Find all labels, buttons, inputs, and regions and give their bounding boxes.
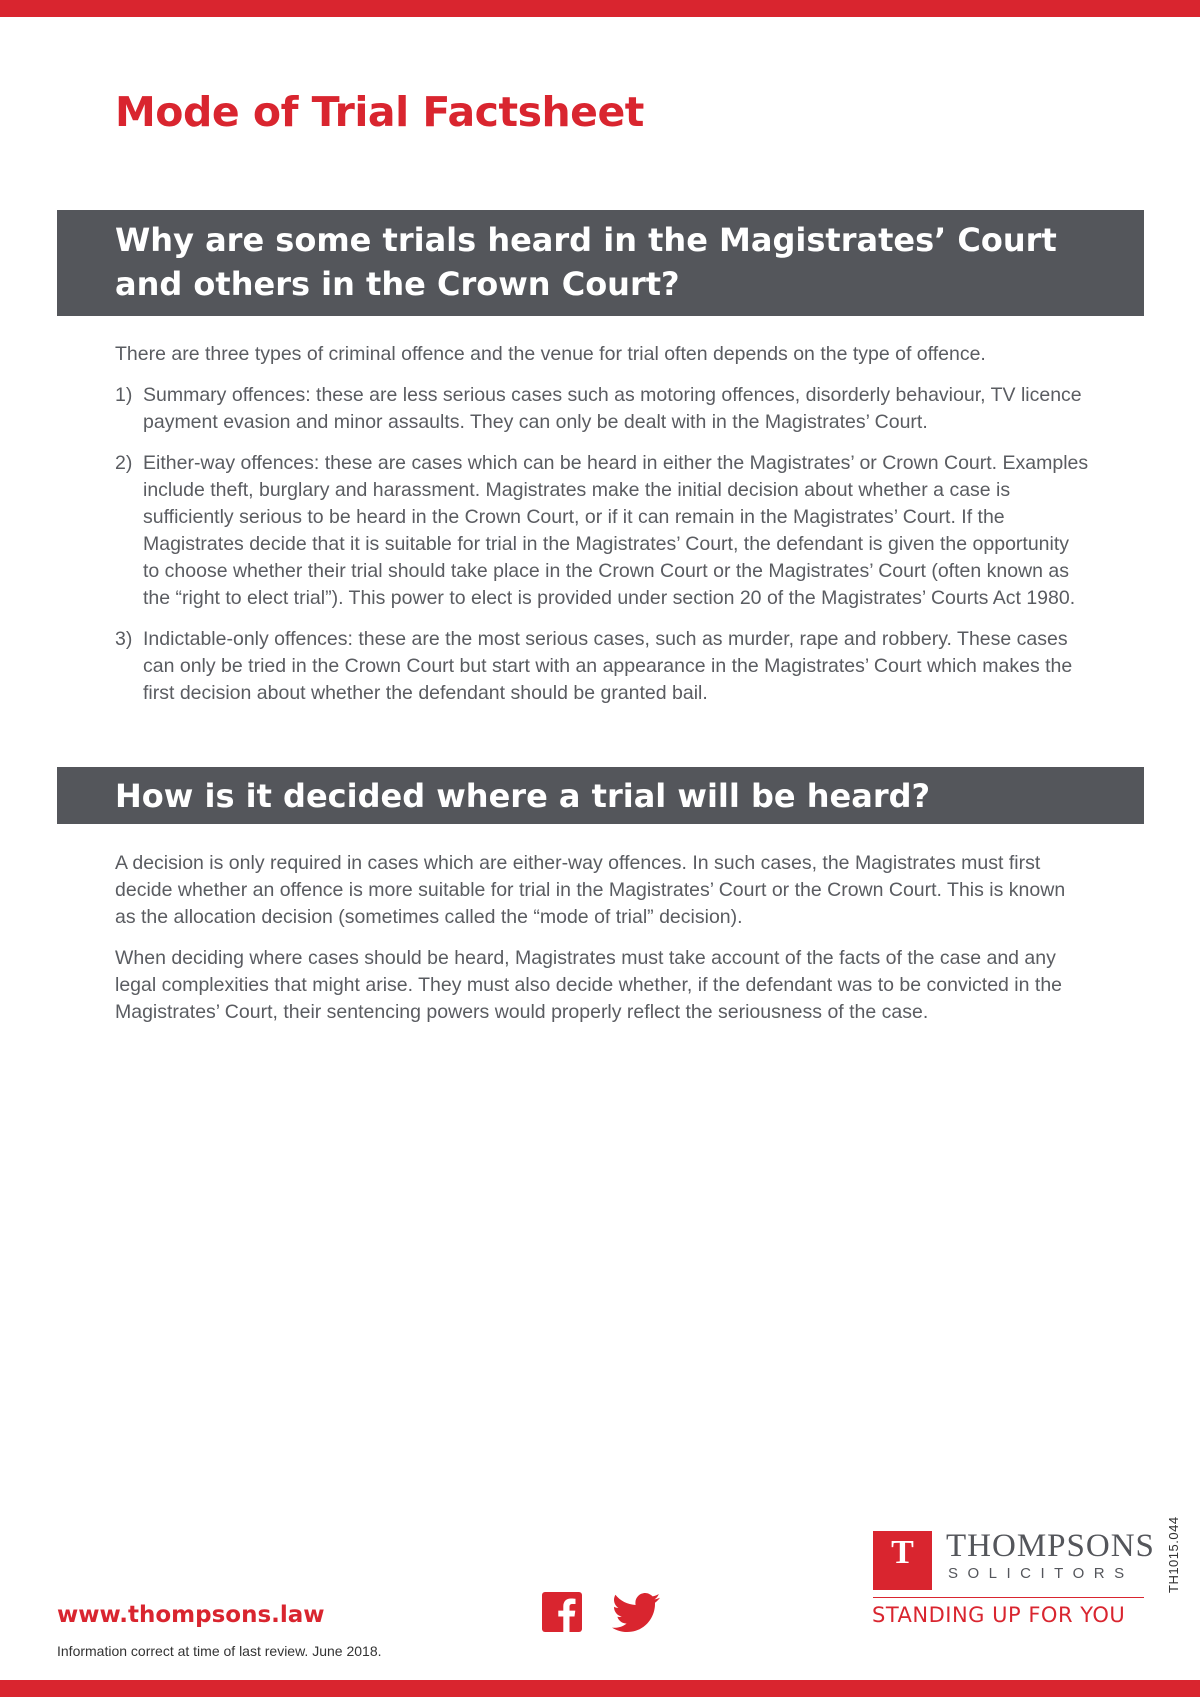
list-item-text: Summary offences: these are less serious cases such as motoring offences, disorderly behaviour, TV licence payment evasion and minor assaults. They can only be dealt with in the Magistrates’ Court. xyxy=(143,384,1082,433)
intro-paragraph: There are three types of criminal offence and the venue for trial often depends on the type of offence. xyxy=(115,343,986,365)
facebook-icon[interactable] xyxy=(542,1592,582,1632)
list-item-text: Indictable-only offences: these are the most serious cases, such as murder, rape and robbery. These cases can only be tried in the Crown Court but start with an appearance in the Magistrates’ Court which makes the first decision about whether the defendant should be granted bail. xyxy=(143,628,1073,704)
list-number: 2) xyxy=(115,452,133,474)
bottom-accent-bar xyxy=(0,1680,1200,1697)
section-heading-line: and others in the Crown Court? xyxy=(115,265,680,303)
twitter-icon[interactable] xyxy=(612,1592,660,1634)
thompsons-logo-mark: T xyxy=(873,1531,932,1590)
list-item-either-way-offences xyxy=(115,450,1090,612)
logo-divider xyxy=(873,1597,1144,1598)
section-heading-line: How is it decided where a trial will be heard? xyxy=(115,777,931,815)
list-item-summary-offences xyxy=(115,382,1090,436)
review-note: Information correct at time of last review. June 2018. xyxy=(57,1643,382,1659)
tagline: STANDING UP FOR YOU xyxy=(872,1603,1126,1627)
list-item-text: Either-way offences: these are cases which can be heard in either the Magistrates’ or Crown Court. Examples include theft, burglary and harassment. Magistrates make the initial decision about whether a case is sufficiently serious to be heard in the Crown Court, or if it can remain in the Magistrates’ Court. If the Magistrates decide that it is suitable for trial in the Magistrates’ Court, the defendant is given the opportunity to choose whether their trial should take place in the Crown Court or the Magistrates’ Court (often known as the “right to elect trial”). This power to elect is provided under section 20 of the Magistrates’ Courts Act 1980. xyxy=(143,452,1089,609)
section-heading-venue xyxy=(57,210,1144,316)
logo-subtitle: SOLICITORS xyxy=(948,1565,1134,1582)
page-title: Mode of Trial Factsheet xyxy=(115,88,644,136)
reference-code: TH1015.044 xyxy=(1166,1516,1181,1593)
list-number: 1) xyxy=(115,384,133,406)
decision-paragraph: A decision is only required in cases which are either-way offences. In such cases, the Magistrates must first decide whether an offence is more suitable for trial in the Magistrates’ Court or the Crown Court. This is known as the allocation decision (sometimes called the “mode of trial” decision). xyxy=(115,852,1066,928)
logo-name: THOMPSONS xyxy=(946,1528,1155,1564)
section-decision-body xyxy=(115,850,1090,1026)
list-item-indictable-only-offences xyxy=(115,626,1090,707)
website-link[interactable]: www.thompsons.law xyxy=(57,1602,325,1628)
decision-paragraph: When deciding where cases should be heard, Magistrates must take account of the facts of the case and any legal complexities that might arise. They must also decide whether, if the defendant was to be convicted in the Magistrates’ Court, their sentencing powers would properly reflect the seriousness of the case. xyxy=(115,947,1063,1023)
section-heading-decision xyxy=(57,767,1144,824)
section-heading-line: Why are some trials heard in the Magistrates’ Court xyxy=(115,221,1057,259)
list-number: 3) xyxy=(115,628,133,650)
section-venue-body xyxy=(115,341,1090,707)
top-accent-bar xyxy=(0,0,1200,17)
